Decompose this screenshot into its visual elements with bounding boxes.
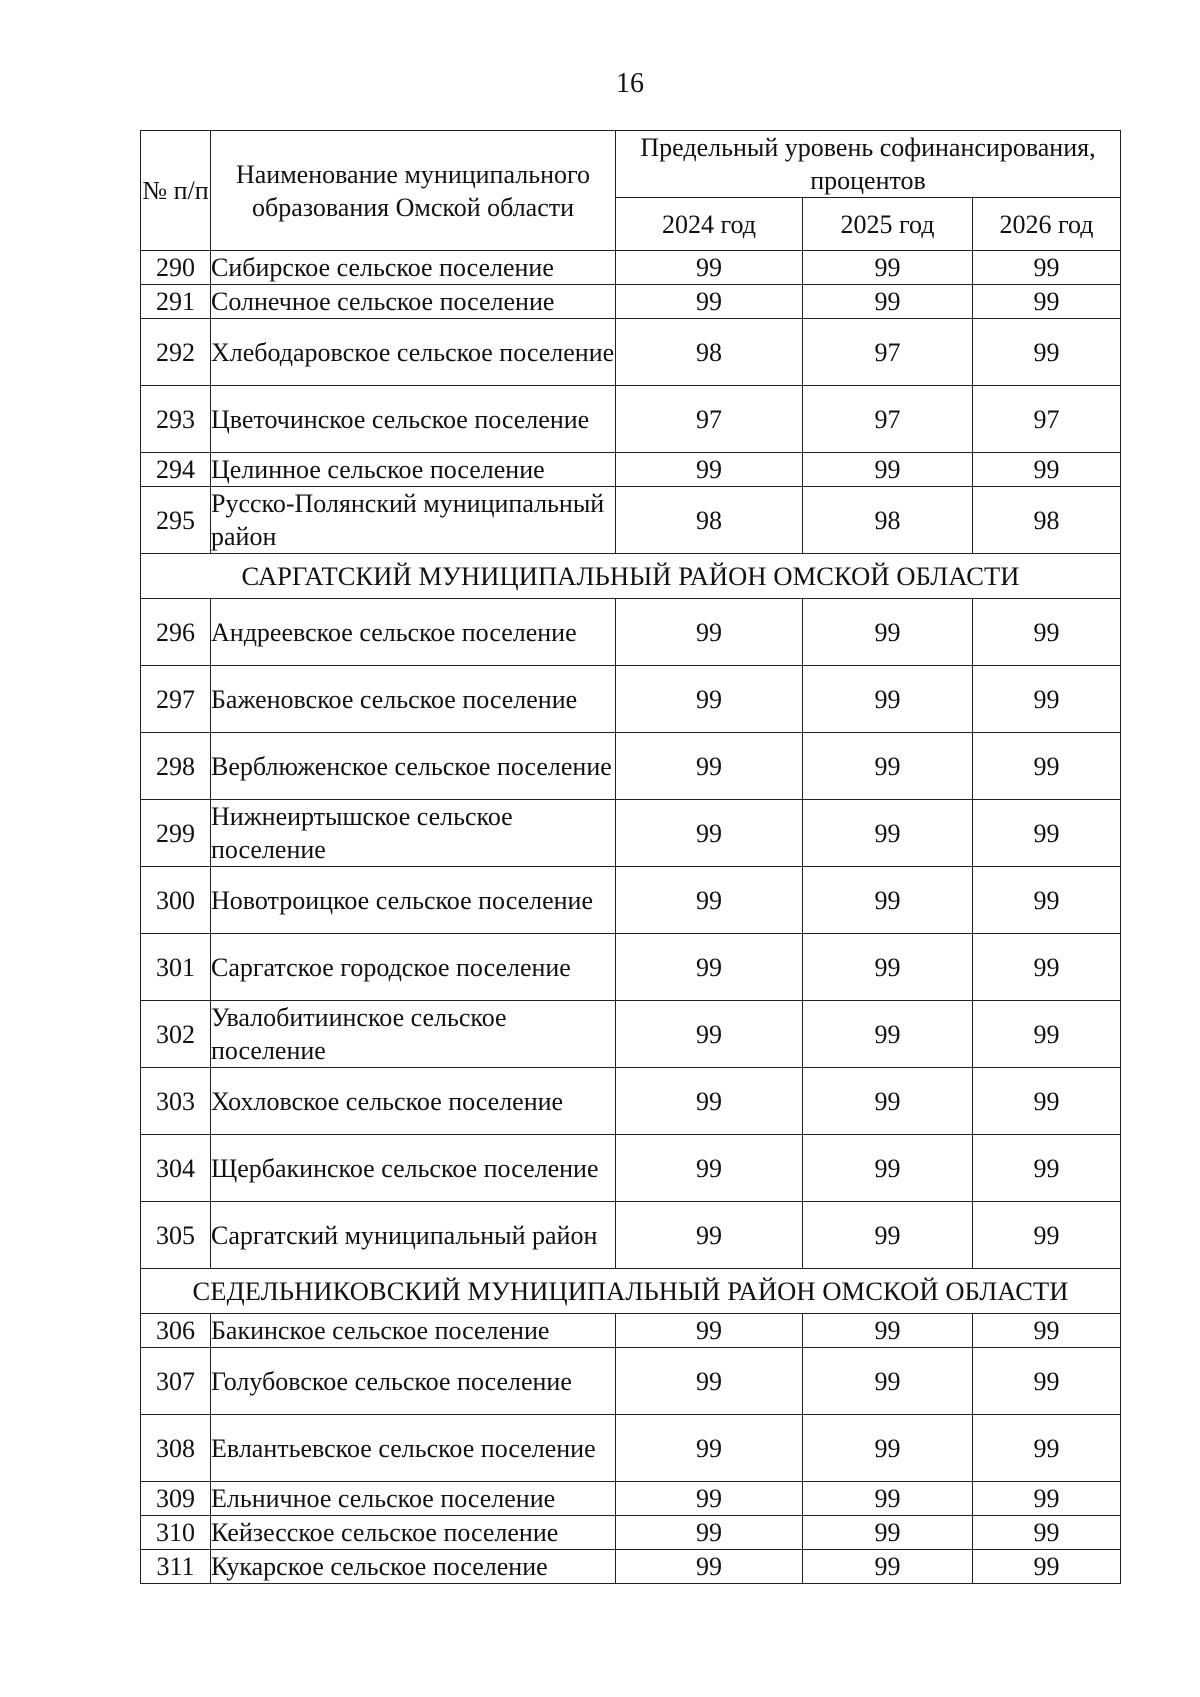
municipality-name: Бакинское сельское поселение: [211, 1314, 616, 1348]
value-2026: 99: [973, 800, 1121, 867]
municipality-name: Целинное сельское поселение: [211, 453, 616, 487]
value-2026: 99: [973, 1135, 1121, 1202]
value-2025: 99: [803, 453, 973, 487]
value-2026: 99: [973, 733, 1121, 800]
municipality-name: Солнечное сельское поселение: [211, 285, 616, 319]
value-2025: 99: [803, 1482, 973, 1516]
value-2025: 99: [803, 1516, 973, 1550]
value-2024: 99: [616, 1482, 803, 1516]
value-2024: 99: [616, 1516, 803, 1550]
municipality-name: Увалобитиинское сельское поселение: [211, 1001, 616, 1068]
value-2025: 99: [803, 1001, 973, 1068]
cofinancing-table: [140, 130, 1121, 1584]
value-2024: 99: [616, 800, 803, 867]
value-2025: 99: [803, 1415, 973, 1482]
value-2024: 99: [616, 733, 803, 800]
municipality-name: Новотроицкое сельское поселение: [211, 867, 616, 934]
value-2024: 99: [616, 1001, 803, 1068]
municipality-name: Хлебодаровское сельское поселение: [211, 319, 616, 386]
table-row: [141, 1202, 1121, 1269]
value-2025: 99: [803, 285, 973, 319]
table-row: [141, 251, 1121, 285]
value-2025: 99: [803, 599, 973, 666]
value-2026: 99: [973, 1068, 1121, 1135]
municipality-name: Щербакинское сельское поселение: [211, 1135, 616, 1202]
value-2026: 99: [973, 1001, 1121, 1068]
row-number: 297: [141, 666, 211, 733]
table-row: [141, 867, 1121, 934]
value-2026: 99: [973, 666, 1121, 733]
municipality-name: Ельничное сельское поселение: [211, 1482, 616, 1516]
value-2024: 99: [616, 251, 803, 285]
value-2025: 99: [803, 934, 973, 1001]
value-2026: 99: [973, 1348, 1121, 1415]
value-2025: 99: [803, 1348, 973, 1415]
value-2026: 99: [973, 1550, 1121, 1584]
value-2026: 99: [973, 1516, 1121, 1550]
header-row: [141, 131, 1121, 198]
value-2025: 99: [803, 1135, 973, 1202]
value-2025: 99: [803, 1550, 973, 1584]
row-number: 305: [141, 1202, 211, 1269]
header-number: № п/п: [141, 131, 211, 251]
value-2025: 98: [803, 487, 973, 554]
value-2026: 99: [973, 1202, 1121, 1269]
row-number: 301: [141, 934, 211, 1001]
value-2025: 99: [803, 1202, 973, 1269]
value-2024: 99: [616, 1202, 803, 1269]
value-2026: 99: [973, 599, 1121, 666]
value-2025: 99: [803, 733, 973, 800]
value-2024: 99: [616, 599, 803, 666]
table-row: [141, 599, 1121, 666]
section-title: СЕДЕЛЬНИКОВСКИЙ МУНИЦИПАЛЬНЫЙ РАЙОН ОМСКОЙ ОБЛАСТИ: [141, 1269, 1121, 1314]
section-row: [141, 1269, 1121, 1314]
section-title: САРГАТСКИЙ МУНИЦИПАЛЬНЫЙ РАЙОН ОМСКОЙ ОБЛАСТИ: [141, 554, 1121, 599]
value-2026: 99: [973, 1415, 1121, 1482]
municipality-name: Кейзесское сельское поселение: [211, 1516, 616, 1550]
table-row: [141, 319, 1121, 386]
municipality-name: Цветочинское сельское поселение: [211, 386, 616, 453]
municipality-name: Хохловское сельское поселение: [211, 1068, 616, 1135]
value-2025: 99: [803, 1068, 973, 1135]
value-2024: 99: [616, 1348, 803, 1415]
value-2026: 97: [973, 386, 1121, 453]
value-2026: 99: [973, 285, 1121, 319]
row-number: 303: [141, 1068, 211, 1135]
value-2025: 99: [803, 800, 973, 867]
header-year-2024: 2024 год: [616, 198, 803, 251]
table-row: [141, 1068, 1121, 1135]
row-number: 298: [141, 733, 211, 800]
header-name: Наименование муниципального образования Омской области: [211, 131, 616, 251]
row-number: 296: [141, 599, 211, 666]
value-2025: 97: [803, 319, 973, 386]
row-number: 300: [141, 867, 211, 934]
table-row: [141, 1001, 1121, 1068]
table-row: [141, 1550, 1121, 1584]
value-2024: 99: [616, 1135, 803, 1202]
table-row: [141, 733, 1121, 800]
row-number: 293: [141, 386, 211, 453]
row-number: 306: [141, 1314, 211, 1348]
row-number: 311: [141, 1550, 211, 1584]
municipality-name: Саргатский муниципальный район: [211, 1202, 616, 1269]
municipality-name: Евлантьевское сельское поселение: [211, 1415, 616, 1482]
row-number: 291: [141, 285, 211, 319]
value-2024: 97: [616, 386, 803, 453]
row-number: 307: [141, 1348, 211, 1415]
row-number: 290: [141, 251, 211, 285]
row-number: 295: [141, 487, 211, 554]
value-2024: 99: [616, 1415, 803, 1482]
value-2025: 99: [803, 1314, 973, 1348]
row-number: 308: [141, 1415, 211, 1482]
row-number: 309: [141, 1482, 211, 1516]
value-2026: 99: [973, 934, 1121, 1001]
value-2026: 99: [973, 1314, 1121, 1348]
municipality-name: Нижнеиртышское сельское поселение: [211, 800, 616, 867]
value-2026: 99: [973, 251, 1121, 285]
row-number: 299: [141, 800, 211, 867]
value-2024: 98: [616, 487, 803, 554]
table-body: [141, 251, 1121, 1584]
table-row: [141, 285, 1121, 319]
value-2025: 99: [803, 867, 973, 934]
value-2025: 99: [803, 666, 973, 733]
value-2024: 99: [616, 285, 803, 319]
header-year-2026: 2026 год: [973, 198, 1121, 251]
table-row: [141, 1135, 1121, 1202]
value-2026: 99: [973, 453, 1121, 487]
value-2026: 99: [973, 1482, 1121, 1516]
table-row: [141, 487, 1121, 554]
row-number: 294: [141, 453, 211, 487]
row-number: 310: [141, 1516, 211, 1550]
table-row: [141, 1314, 1121, 1348]
value-2024: 98: [616, 319, 803, 386]
row-number: 292: [141, 319, 211, 386]
table-row: [141, 1482, 1121, 1516]
value-2024: 99: [616, 453, 803, 487]
municipality-name: Андреевское сельское поселение: [211, 599, 616, 666]
value-2025: 99: [803, 251, 973, 285]
municipality-name: Голубовское сельское поселение: [211, 1348, 616, 1415]
section-row: [141, 554, 1121, 599]
row-number: 302: [141, 1001, 211, 1068]
municipality-name: Верблюженское сельское поселение: [211, 733, 616, 800]
header-year-2025: 2025 год: [803, 198, 973, 251]
value-2025: 97: [803, 386, 973, 453]
table-row: [141, 934, 1121, 1001]
table-row: [141, 1348, 1121, 1415]
header-cofinancing: Предельный уровень софинансирования, процентов: [616, 131, 1121, 198]
value-2024: 99: [616, 1550, 803, 1584]
row-number: 304: [141, 1135, 211, 1202]
table-row: [141, 453, 1121, 487]
table-row: [141, 666, 1121, 733]
municipality-name: Баженовское сельское поселение: [211, 666, 616, 733]
value-2024: 99: [616, 1314, 803, 1348]
value-2024: 99: [616, 934, 803, 1001]
table-row: [141, 800, 1121, 867]
value-2024: 99: [616, 666, 803, 733]
page-number: 16: [616, 68, 644, 99]
value-2024: 99: [616, 867, 803, 934]
value-2024: 99: [616, 1068, 803, 1135]
table-row: [141, 386, 1121, 453]
municipality-name: Сибирское сельское поселение: [211, 251, 616, 285]
municipality-name: Русско-Полянский муниципальный район: [211, 487, 616, 554]
value-2026: 98: [973, 487, 1121, 554]
municipality-name: Кукарское сельское поселение: [211, 1550, 616, 1584]
municipality-name: Саргатское городское поселение: [211, 934, 616, 1001]
value-2026: 99: [973, 319, 1121, 386]
value-2026: 99: [973, 867, 1121, 934]
table-row: [141, 1516, 1121, 1550]
table-row: [141, 1415, 1121, 1482]
